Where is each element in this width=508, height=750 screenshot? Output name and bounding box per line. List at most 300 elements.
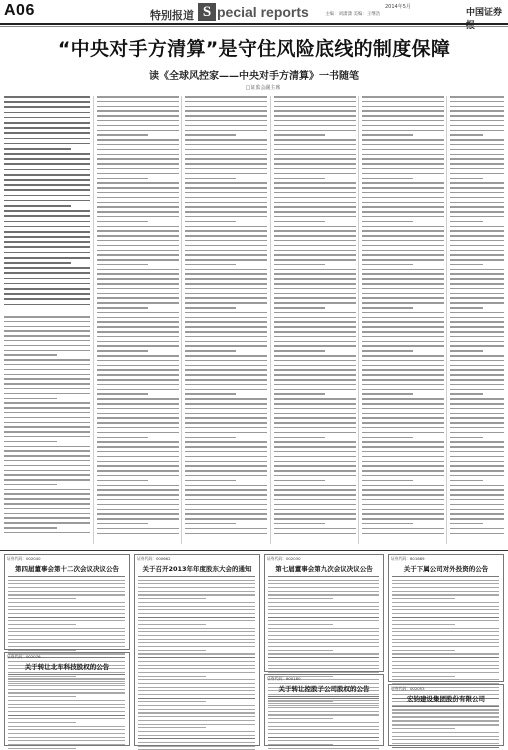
text-line — [4, 460, 90, 462]
text-line — [4, 474, 90, 476]
text-line — [97, 355, 179, 357]
text-line — [274, 278, 356, 280]
text-line — [4, 517, 90, 519]
text-line — [274, 413, 356, 415]
text-line — [450, 518, 504, 520]
text-line — [362, 221, 413, 223]
text-line — [274, 182, 356, 184]
text-line — [274, 331, 356, 333]
ad-text-line — [392, 665, 499, 666]
text-line — [185, 312, 267, 314]
text-line — [362, 307, 413, 309]
text-line — [362, 427, 444, 429]
text-line — [362, 293, 444, 295]
text-line — [450, 441, 504, 443]
text-line — [450, 451, 504, 453]
text-line — [97, 211, 179, 213]
ad-text-line — [138, 672, 255, 673]
text-line — [274, 254, 356, 256]
text-line — [185, 120, 267, 122]
ad-text-line — [268, 668, 379, 669]
text-line — [274, 451, 356, 453]
text-line — [4, 431, 90, 433]
text-line — [274, 158, 356, 160]
ad-text-line — [392, 642, 499, 643]
text-line — [274, 499, 356, 501]
section-title-en: pecial reports — [217, 4, 309, 20]
text-line — [450, 494, 504, 496]
text-line — [274, 504, 356, 506]
ad-text-line — [138, 635, 255, 636]
text-line — [4, 383, 90, 385]
ad-text-line — [392, 591, 499, 592]
text-line — [362, 528, 444, 530]
text-line — [97, 513, 179, 515]
ad-text-line — [8, 606, 125, 607]
text-line — [97, 422, 179, 424]
page-number: A06 — [4, 2, 35, 19]
ad-text-line — [8, 609, 125, 610]
text-line — [450, 163, 504, 165]
text-line — [450, 485, 504, 487]
text-line — [4, 364, 90, 366]
text-line — [450, 130, 504, 132]
text-line — [362, 149, 444, 151]
text-line — [185, 331, 267, 333]
text-line — [4, 241, 90, 243]
text-line — [185, 302, 267, 304]
text-line — [362, 106, 444, 108]
ad-text-line — [268, 744, 333, 745]
text-line — [274, 230, 356, 232]
text-line — [4, 340, 90, 342]
text-line — [274, 509, 356, 511]
text-line — [97, 235, 179, 237]
text-line — [274, 106, 356, 108]
text-line — [4, 257, 90, 259]
text-line — [4, 215, 90, 217]
text-line — [274, 168, 356, 170]
text-line — [97, 379, 179, 381]
text-line — [274, 360, 356, 362]
ad-text-line — [8, 635, 125, 636]
ad-text-line — [268, 718, 333, 719]
text-line — [274, 374, 356, 376]
text-line — [97, 461, 179, 463]
text-line — [450, 504, 504, 506]
text-line — [4, 532, 90, 534]
text-line — [450, 312, 504, 314]
text-line — [450, 422, 504, 424]
text-line — [185, 437, 236, 439]
text-line — [185, 115, 267, 117]
ad-text-line — [268, 639, 379, 640]
ad-text-line — [8, 696, 76, 697]
text-line — [362, 365, 444, 367]
text-line — [4, 163, 90, 165]
text-line — [450, 125, 504, 127]
ads-top-rule — [0, 550, 508, 551]
ad-text-line — [8, 740, 125, 741]
text-line — [274, 389, 356, 391]
text-line — [185, 288, 267, 290]
text-line — [274, 432, 356, 434]
column-divider — [181, 96, 182, 544]
text-line — [4, 246, 90, 248]
text-line — [185, 139, 267, 141]
text-line — [97, 115, 179, 117]
text-line — [185, 480, 236, 482]
text-line — [97, 494, 179, 496]
text-line — [97, 173, 179, 175]
text-line — [450, 250, 504, 252]
text-line — [450, 307, 483, 309]
text-line — [97, 485, 179, 487]
ad-text-line — [138, 576, 255, 577]
text-line — [450, 523, 483, 525]
text-line — [362, 456, 444, 458]
text-line — [362, 139, 444, 141]
text-line — [185, 269, 267, 271]
text-line — [97, 273, 179, 275]
text-line — [450, 144, 504, 146]
ad-text-line — [268, 707, 379, 708]
text-line — [185, 509, 267, 511]
text-line — [362, 461, 444, 463]
ad-stock-code: 证券代码：600180 — [267, 676, 301, 681]
text-line — [4, 479, 90, 481]
text-line — [4, 426, 90, 428]
ad-text-line — [392, 606, 499, 607]
text-line — [274, 283, 356, 285]
text-line — [185, 365, 267, 367]
text-line — [97, 393, 148, 395]
ad-text-line — [392, 739, 499, 740]
text-line — [97, 456, 179, 458]
text-line — [97, 158, 179, 160]
ad-text-line — [392, 672, 499, 673]
ad-text-line — [268, 609, 379, 610]
announcement-ad-6 — [388, 554, 504, 682]
text-line — [185, 273, 267, 275]
text-line — [362, 489, 444, 491]
text-line — [97, 216, 179, 218]
text-line — [4, 398, 57, 400]
ad-title: 第四届董事会第十二次会议决议公告 — [15, 565, 119, 573]
text-line — [274, 293, 356, 295]
text-line — [450, 355, 504, 357]
text-line — [185, 130, 267, 132]
text-line — [450, 331, 504, 333]
ad-text-line — [268, 576, 379, 577]
ad-text-line — [268, 617, 379, 618]
masthead — [0, 0, 508, 24]
text-line — [4, 527, 57, 529]
text-line — [274, 379, 356, 381]
text-line — [362, 465, 444, 467]
text-line — [362, 369, 444, 371]
text-line — [450, 230, 504, 232]
text-line — [274, 269, 356, 271]
text-line — [4, 493, 90, 495]
text-line — [362, 398, 444, 400]
text-line — [4, 262, 71, 264]
text-line — [185, 173, 267, 175]
text-line — [185, 202, 267, 204]
ad-text-line — [392, 657, 499, 658]
text-line — [274, 273, 356, 275]
text-line — [450, 379, 504, 381]
text-line — [274, 96, 356, 98]
text-line — [450, 384, 504, 386]
text-line — [185, 403, 267, 405]
text-line — [274, 523, 325, 525]
announcement-ad-4 — [264, 554, 384, 672]
text-line — [450, 365, 504, 367]
text-line — [185, 413, 267, 415]
ad-text-line — [268, 696, 379, 697]
ad-stock-code: 证券代码：002040 — [7, 556, 41, 561]
ad-text-line — [392, 724, 499, 725]
text-line — [450, 273, 504, 275]
text-line — [450, 461, 504, 463]
text-line — [185, 264, 236, 266]
text-line — [450, 182, 504, 184]
ad-text-line — [138, 727, 206, 728]
text-line — [450, 106, 504, 108]
text-line — [97, 432, 179, 434]
text-line — [274, 427, 356, 429]
text-line — [274, 245, 356, 247]
text-line — [362, 278, 444, 280]
text-line — [185, 321, 267, 323]
ad-text-line — [8, 646, 125, 647]
text-line — [97, 259, 179, 261]
text-line — [4, 117, 90, 119]
ad-text-line — [8, 583, 125, 584]
text-line — [274, 125, 356, 127]
text-line — [274, 187, 356, 189]
ad-text-line — [392, 661, 499, 662]
text-line — [4, 138, 90, 140]
text-line — [4, 288, 90, 290]
text-line — [4, 143, 90, 145]
text-line — [185, 518, 267, 520]
text-line — [97, 230, 179, 232]
text-line — [450, 139, 504, 141]
text-line — [274, 350, 325, 352]
ad-text-line — [392, 747, 499, 748]
text-line — [362, 331, 444, 333]
text-line — [362, 494, 444, 496]
ad-text-line — [392, 646, 499, 647]
ad-text-line — [138, 665, 255, 666]
text-line — [4, 153, 90, 155]
text-line — [362, 321, 444, 323]
text-line — [274, 465, 356, 467]
text-line — [97, 110, 179, 112]
text-line — [97, 365, 179, 367]
ad-text-line — [392, 653, 499, 654]
text-line — [450, 336, 504, 338]
ad-text-line — [268, 722, 379, 723]
text-line — [362, 389, 444, 391]
ad-text-line — [268, 672, 379, 673]
text-line — [185, 528, 267, 530]
ad-text-line — [138, 609, 255, 610]
text-line — [450, 446, 504, 448]
text-line — [362, 393, 413, 395]
text-line — [362, 115, 444, 117]
ad-text-line — [392, 576, 499, 577]
text-line — [362, 499, 444, 501]
ad-text-line — [268, 631, 379, 632]
text-line — [274, 211, 356, 213]
text-line — [274, 197, 356, 199]
announcement-ad-5 — [264, 674, 384, 746]
text-line — [97, 518, 179, 520]
ad-text-line — [268, 580, 379, 581]
ad-text-line — [8, 715, 125, 716]
ad-text-line — [8, 685, 125, 686]
text-line — [4, 407, 90, 409]
text-line — [450, 178, 483, 180]
text-line — [362, 173, 444, 175]
text-line — [185, 178, 236, 180]
ad-text-line — [392, 580, 499, 581]
ad-text-line — [8, 726, 125, 727]
text-line — [185, 446, 267, 448]
text-line — [185, 398, 267, 400]
ad-text-line — [138, 646, 255, 647]
text-line — [450, 254, 504, 256]
text-line — [185, 360, 267, 362]
text-line — [97, 441, 179, 443]
text-line — [97, 226, 179, 228]
text-line — [185, 489, 267, 491]
section-title: 特别报道 — [150, 9, 194, 22]
text-line — [97, 413, 179, 415]
text-line — [4, 195, 90, 197]
text-line — [4, 335, 90, 337]
text-line — [97, 120, 179, 122]
text-line — [274, 144, 356, 146]
text-line — [185, 297, 267, 299]
text-line — [97, 408, 179, 410]
text-line — [274, 206, 356, 208]
text-line — [4, 446, 90, 448]
text-line — [450, 499, 504, 501]
text-line — [450, 278, 504, 280]
text-line — [185, 504, 267, 506]
text-line — [362, 216, 444, 218]
article-subhead: 读《全球风控家——中央对手方清算》一书随笔 — [149, 71, 359, 82]
text-line — [97, 523, 148, 525]
ad-text-line — [392, 732, 499, 733]
text-line — [185, 168, 267, 170]
text-line — [362, 144, 444, 146]
ad-text-line — [138, 613, 255, 614]
text-line — [4, 422, 90, 424]
ad-title: 第七届董事会第九次会议决议公告 — [275, 565, 373, 573]
text-line — [4, 374, 90, 376]
text-line — [185, 350, 236, 352]
text-line — [362, 350, 413, 352]
text-line — [97, 134, 148, 136]
text-line — [97, 504, 179, 506]
text-line — [4, 189, 90, 191]
ad-text-line — [268, 737, 379, 738]
ad-text-line — [392, 587, 499, 588]
ad-text-line — [268, 714, 379, 715]
ad-text-line — [8, 591, 125, 592]
text-line — [362, 297, 444, 299]
ad-stock-code: 证券代码：000662 — [137, 556, 171, 561]
column-divider — [270, 96, 271, 544]
text-line — [185, 192, 267, 194]
text-line — [185, 163, 267, 165]
text-line — [185, 326, 267, 328]
text-line — [274, 446, 356, 448]
text-line — [185, 158, 267, 160]
text-line — [4, 127, 90, 129]
ad-text-line — [8, 620, 125, 621]
text-line — [185, 317, 267, 319]
text-line — [185, 379, 267, 381]
text-line — [362, 413, 444, 415]
text-line — [4, 330, 90, 332]
text-line — [362, 250, 444, 252]
text-line — [4, 148, 71, 150]
ad-title: 宏钧建设集团股份有限公司 — [407, 695, 485, 703]
text-line — [274, 139, 356, 141]
announcement-ad-3 — [134, 554, 260, 746]
article-headline: “中央对手方清算”是守住风险底线的制度保障 — [57, 38, 451, 60]
text-line — [450, 513, 504, 515]
text-line — [185, 374, 267, 376]
text-line — [185, 389, 267, 391]
text-line — [185, 278, 267, 280]
text-line — [4, 350, 90, 352]
ad-text-line — [268, 624, 333, 625]
text-line — [362, 441, 444, 443]
ad-text-line — [138, 742, 255, 743]
text-line — [362, 379, 444, 381]
ad-text-line — [268, 606, 379, 607]
text-line — [97, 437, 148, 439]
ad-text-line — [392, 710, 499, 711]
text-line — [362, 408, 444, 410]
text-line — [97, 278, 179, 280]
ad-text-line — [268, 711, 379, 712]
text-line — [4, 470, 90, 472]
text-line — [274, 173, 356, 175]
text-line — [4, 267, 90, 269]
ad-text-line — [8, 704, 125, 705]
ad-text-line — [268, 729, 379, 730]
ad-text-line — [138, 620, 255, 621]
text-line — [450, 197, 504, 199]
ad-text-line — [8, 650, 76, 651]
text-line — [362, 523, 413, 525]
text-line — [450, 168, 504, 170]
article-column-5 — [362, 96, 444, 537]
ad-text-line — [138, 735, 255, 736]
text-line — [450, 302, 504, 304]
text-line — [450, 475, 504, 477]
text-line — [274, 437, 325, 439]
ad-text-line — [8, 617, 125, 618]
